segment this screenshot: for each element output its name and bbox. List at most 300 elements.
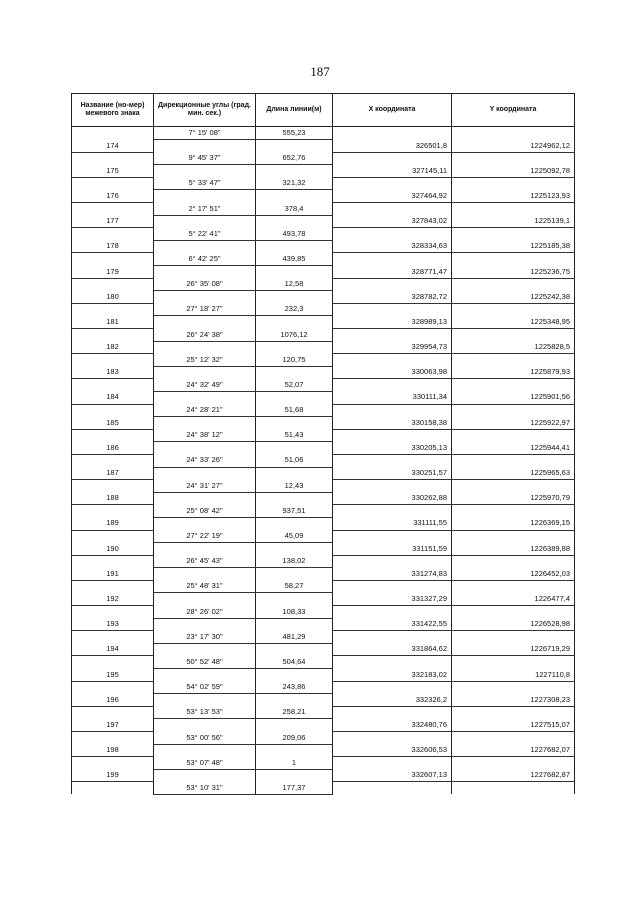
line-length: 937,51: [256, 505, 333, 518]
direction-angle: [154, 442, 256, 455]
y-coordinate: 1225185,38: [452, 240, 575, 253]
point-row: [72, 291, 575, 304]
point-row: [72, 316, 575, 329]
x-coordinate: 330205,13: [333, 442, 452, 455]
point-row: [72, 593, 575, 606]
point-number: [72, 429, 154, 442]
y-coordinate: 1225922,97: [452, 417, 575, 430]
point-number: 191: [72, 568, 154, 581]
line-length: [256, 694, 333, 707]
x-coordinate: [333, 454, 452, 467]
line-length: [256, 517, 333, 530]
x-coordinate: 331422,55: [333, 618, 452, 631]
line-length: 652,76: [256, 152, 333, 165]
point-number: [72, 127, 154, 140]
direction-angle: 25° 08' 42": [154, 505, 256, 518]
line-length: [256, 140, 333, 153]
y-coordinate: [452, 303, 575, 316]
direction-angle: [154, 694, 256, 707]
y-coordinate: 1227308,23: [452, 694, 575, 707]
point-number: [72, 580, 154, 593]
segment-row: [72, 127, 575, 140]
x-coordinate: 332183,02: [333, 669, 452, 682]
segment-row: [72, 152, 575, 165]
direction-angle: [154, 266, 256, 279]
point-number: [72, 631, 154, 644]
x-coordinate: [333, 732, 452, 745]
point-number: 184: [72, 391, 154, 404]
y-coordinate: [452, 177, 575, 190]
segment-row: [72, 706, 575, 719]
direction-angle: 53° 10' 31": [154, 782, 256, 795]
point-number: 178: [72, 240, 154, 253]
point-number: 199: [72, 769, 154, 782]
segment-row: [72, 606, 575, 619]
direction-angle: [154, 391, 256, 404]
x-coordinate: 329954,73: [333, 341, 452, 354]
line-length: 1: [256, 757, 333, 770]
x-coordinate: [333, 631, 452, 644]
point-number: 185: [72, 417, 154, 430]
direction-angle: [154, 669, 256, 682]
y-coordinate: [452, 203, 575, 216]
y-coordinate: 1227682,87: [452, 769, 575, 782]
line-length: 321,32: [256, 177, 333, 190]
y-coordinate: [452, 681, 575, 694]
segment-row: [72, 505, 575, 518]
page-number: 187: [310, 64, 330, 79]
line-length: [256, 568, 333, 581]
x-coordinate: [333, 782, 452, 795]
y-coordinate: 1225242,38: [452, 291, 575, 304]
point-row: [72, 769, 575, 782]
segment-row: [72, 329, 575, 342]
line-length: 12,58: [256, 278, 333, 291]
line-length: 120,75: [256, 354, 333, 367]
y-coordinate: 1225944,41: [452, 442, 575, 455]
direction-angle: [154, 467, 256, 480]
segment-row: [72, 681, 575, 694]
line-length: [256, 492, 333, 505]
y-coordinate: 1227515,07: [452, 719, 575, 732]
segment-row: [72, 782, 575, 795]
x-coordinate: [333, 278, 452, 291]
x-coordinate: [333, 606, 452, 619]
line-length: 58,27: [256, 580, 333, 593]
direction-angle: [154, 341, 256, 354]
point-row: [72, 266, 575, 279]
table-body: [72, 127, 575, 795]
point-number: [72, 681, 154, 694]
direction-angle: 53° 13' 53": [154, 706, 256, 719]
y-coordinate: [452, 329, 575, 342]
line-length: 51,43: [256, 429, 333, 442]
point-number: [72, 505, 154, 518]
y-coordinate: [452, 757, 575, 770]
line-length: [256, 391, 333, 404]
line-length: [256, 593, 333, 606]
point-row: [72, 190, 575, 203]
point-number: [72, 757, 154, 770]
coordinates-table: [71, 93, 575, 795]
direction-angle: [154, 593, 256, 606]
segment-row: [72, 454, 575, 467]
point-row: [72, 165, 575, 178]
line-length: 243,86: [256, 681, 333, 694]
y-coordinate: [452, 530, 575, 543]
point-row: [72, 719, 575, 732]
x-coordinate: 328782,72: [333, 291, 452, 304]
point-number: [72, 732, 154, 745]
x-coordinate: 331864,62: [333, 643, 452, 656]
line-length: 439,85: [256, 253, 333, 266]
segment-row: [72, 379, 575, 392]
point-number: 176: [72, 190, 154, 203]
x-coordinate: [333, 228, 452, 241]
point-number: 198: [72, 744, 154, 757]
direction-angle: 24° 32' 49": [154, 379, 256, 392]
point-row: [72, 366, 575, 379]
y-coordinate: [452, 454, 575, 467]
segment-row: [72, 404, 575, 417]
point-number: [72, 203, 154, 216]
line-length: [256, 669, 333, 682]
point-number: 190: [72, 543, 154, 556]
x-coordinate: 331274,83: [333, 568, 452, 581]
x-coordinate: 327464,92: [333, 190, 452, 203]
point-row: [72, 240, 575, 253]
point-row: [72, 643, 575, 656]
direction-angle: [154, 643, 256, 656]
line-length: 108,33: [256, 606, 333, 619]
direction-angle: 6° 42' 25": [154, 253, 256, 266]
direction-angle: 27° 22' 19": [154, 530, 256, 543]
direction-angle: [154, 543, 256, 556]
point-number: 174: [72, 140, 154, 153]
x-coordinate: [333, 354, 452, 367]
segment-row: [72, 253, 575, 266]
line-length: [256, 240, 333, 253]
x-coordinate: [333, 253, 452, 266]
segment-row: [72, 530, 575, 543]
line-length: 493,78: [256, 228, 333, 241]
y-coordinate: [452, 606, 575, 619]
y-coordinate: 1227110,8: [452, 669, 575, 682]
direction-angle: [154, 140, 256, 153]
point-number: [72, 152, 154, 165]
point-number: [72, 606, 154, 619]
line-length: 378,4: [256, 203, 333, 216]
point-number: [72, 480, 154, 493]
x-coordinate: 331327,29: [333, 593, 452, 606]
direction-angle: 24° 38' 12": [154, 429, 256, 442]
line-length: [256, 165, 333, 178]
point-number: 186: [72, 442, 154, 455]
line-length: [256, 467, 333, 480]
x-coordinate: 332480,76: [333, 719, 452, 732]
line-length: [256, 543, 333, 556]
direction-angle: 5° 22' 41": [154, 228, 256, 241]
point-row: [72, 669, 575, 682]
point-number: [72, 706, 154, 719]
direction-angle: 2° 17' 51": [154, 203, 256, 216]
point-number: [72, 278, 154, 291]
x-coordinate: [333, 480, 452, 493]
point-number: 180: [72, 291, 154, 304]
line-length: [256, 266, 333, 279]
point-number: [72, 379, 154, 392]
direction-angle: 24° 28' 21": [154, 404, 256, 417]
point-number: 195: [72, 669, 154, 682]
direction-angle: [154, 568, 256, 581]
x-coordinate: [333, 203, 452, 216]
y-coordinate: 1226719,29: [452, 643, 575, 656]
y-coordinate: 1225092,78: [452, 165, 575, 178]
y-coordinate: 1225970,79: [452, 492, 575, 505]
x-coordinate: 332606,53: [333, 744, 452, 757]
line-length: 258,21: [256, 706, 333, 719]
y-coordinate: [452, 480, 575, 493]
point-number: [72, 329, 154, 342]
y-coordinate: [452, 505, 575, 518]
x-coordinate: 330251,57: [333, 467, 452, 480]
x-coordinate: 331151,59: [333, 543, 452, 556]
y-coordinate: [452, 732, 575, 745]
line-length: 51,06: [256, 454, 333, 467]
x-coordinate: [333, 580, 452, 593]
direction-angle: [154, 240, 256, 253]
y-coordinate: [452, 404, 575, 417]
point-number: [72, 228, 154, 241]
line-length: 138,02: [256, 555, 333, 568]
x-coordinate: 330063,98: [333, 366, 452, 379]
point-number: 177: [72, 215, 154, 228]
x-coordinate: 332326,2: [333, 694, 452, 707]
x-coordinate: [333, 329, 452, 342]
y-coordinate: 1225123,93: [452, 190, 575, 203]
header-x: X координата: [333, 94, 452, 127]
point-number: 193: [72, 618, 154, 631]
line-length: 481,29: [256, 631, 333, 644]
line-length: [256, 341, 333, 354]
point-row: [72, 517, 575, 530]
table-header: [72, 94, 575, 127]
header-y: Y координата: [452, 94, 575, 127]
x-coordinate: 328334,63: [333, 240, 452, 253]
point-number: [72, 555, 154, 568]
x-coordinate: [333, 530, 452, 543]
point-number: 181: [72, 316, 154, 329]
line-length: 504,64: [256, 656, 333, 669]
point-row: [72, 140, 575, 153]
direction-angle: [154, 744, 256, 757]
segment-row: [72, 429, 575, 442]
point-row: [72, 341, 575, 354]
line-length: [256, 719, 333, 732]
point-number: [72, 404, 154, 417]
x-coordinate: 330158,38: [333, 417, 452, 430]
direction-angle: [154, 366, 256, 379]
point-row: [72, 391, 575, 404]
line-length: 555,23: [256, 127, 333, 140]
direction-angle: 9° 45' 37": [154, 152, 256, 165]
y-coordinate: 1227682,07: [452, 744, 575, 757]
y-coordinate: 1225828,5: [452, 341, 575, 354]
x-coordinate: 327145,11: [333, 165, 452, 178]
point-number: [72, 530, 154, 543]
line-length: [256, 215, 333, 228]
line-length: [256, 291, 333, 304]
point-number: 179: [72, 266, 154, 279]
direction-angle: [154, 769, 256, 782]
point-number: 192: [72, 593, 154, 606]
segment-row: [72, 480, 575, 493]
line-length: 51,68: [256, 404, 333, 417]
x-coordinate: [333, 656, 452, 669]
point-number: 175: [72, 165, 154, 178]
y-coordinate: 1225965,63: [452, 467, 575, 480]
y-coordinate: 1226369,15: [452, 517, 575, 530]
x-coordinate: 330262,88: [333, 492, 452, 505]
x-coordinate: [333, 152, 452, 165]
point-row: [72, 543, 575, 556]
segment-row: [72, 354, 575, 367]
point-row: [72, 492, 575, 505]
point-number: [72, 354, 154, 367]
direction-angle: 53° 07' 48": [154, 757, 256, 770]
point-number: 196: [72, 694, 154, 707]
x-coordinate: [333, 505, 452, 518]
x-coordinate: 332607,13: [333, 769, 452, 782]
point-number: 182: [72, 341, 154, 354]
direction-angle: 25° 12' 32": [154, 354, 256, 367]
point-row: [72, 467, 575, 480]
line-length: 1076,12: [256, 329, 333, 342]
point-row: [72, 694, 575, 707]
x-coordinate: 330111,34: [333, 391, 452, 404]
direction-angle: 24° 31' 27": [154, 480, 256, 493]
direction-angle: 7° 15' 08": [154, 127, 256, 140]
line-length: [256, 442, 333, 455]
segment-row: [72, 303, 575, 316]
x-coordinate: [333, 757, 452, 770]
x-coordinate: [333, 177, 452, 190]
line-length: [256, 618, 333, 631]
line-length: [256, 316, 333, 329]
point-number: 194: [72, 643, 154, 656]
point-number: [72, 253, 154, 266]
x-coordinate: [333, 555, 452, 568]
x-coordinate: [333, 429, 452, 442]
line-length: 52,07: [256, 379, 333, 392]
y-coordinate: 1226452,03: [452, 568, 575, 581]
point-number: 187: [72, 467, 154, 480]
point-row: [72, 618, 575, 631]
point-number: [72, 177, 154, 190]
y-coordinate: [452, 152, 575, 165]
direction-angle: [154, 492, 256, 505]
line-length: [256, 643, 333, 656]
line-length: 177,37: [256, 782, 333, 795]
y-coordinate: 1225348,95: [452, 316, 575, 329]
direction-angle: [154, 190, 256, 203]
y-coordinate: 1226389,88: [452, 543, 575, 556]
direction-angle: 26° 24' 38": [154, 329, 256, 342]
direction-angle: 53° 00' 56": [154, 732, 256, 745]
direction-angle: 54° 02' 59": [154, 681, 256, 694]
segment-row: [72, 203, 575, 216]
y-coordinate: [452, 782, 575, 795]
x-coordinate: 326501,8: [333, 140, 452, 153]
y-coordinate: [452, 253, 575, 266]
point-row: [72, 568, 575, 581]
point-number: [72, 782, 154, 795]
y-coordinate: [452, 429, 575, 442]
direction-angle: [154, 417, 256, 430]
y-coordinate: [452, 555, 575, 568]
line-length: 209,06: [256, 732, 333, 745]
y-coordinate: 1225879,93: [452, 366, 575, 379]
direction-angle: 24° 33' 26": [154, 454, 256, 467]
direction-angle: 26° 45' 43": [154, 555, 256, 568]
x-coordinate: 328989,13: [333, 316, 452, 329]
x-coordinate: [333, 706, 452, 719]
direction-angle: 28° 26' 02": [154, 606, 256, 619]
x-coordinate: [333, 303, 452, 316]
y-coordinate: [452, 631, 575, 644]
point-number: 197: [72, 719, 154, 732]
x-coordinate: 327843,02: [333, 215, 452, 228]
point-number: 188: [72, 492, 154, 505]
segment-row: [72, 757, 575, 770]
direction-angle: [154, 719, 256, 732]
segment-row: [72, 732, 575, 745]
y-coordinate: [452, 228, 575, 241]
segment-row: [72, 555, 575, 568]
segment-row: [72, 278, 575, 291]
y-coordinate: [452, 127, 575, 140]
point-row: [72, 744, 575, 757]
y-coordinate: [452, 706, 575, 719]
x-coordinate: [333, 379, 452, 392]
line-length: 232,3: [256, 303, 333, 316]
y-coordinate: 1225236,75: [452, 266, 575, 279]
x-coordinate: [333, 681, 452, 694]
x-coordinate: 328771,47: [333, 266, 452, 279]
y-coordinate: [452, 278, 575, 291]
y-coordinate: 1225901,56: [452, 391, 575, 404]
direction-angle: 27° 18' 27": [154, 303, 256, 316]
direction-angle: [154, 215, 256, 228]
direction-angle: [154, 165, 256, 178]
segment-row: [72, 631, 575, 644]
line-length: [256, 744, 333, 757]
direction-angle: [154, 618, 256, 631]
segment-row: [72, 580, 575, 593]
line-length: [256, 769, 333, 782]
y-coordinate: [452, 580, 575, 593]
point-row: [72, 417, 575, 430]
header-angles: Дирекционные углы (град. мин. сек.): [154, 94, 256, 127]
direction-angle: 26° 35' 08": [154, 278, 256, 291]
segment-row: [72, 228, 575, 241]
point-number: [72, 303, 154, 316]
y-coordinate: [452, 354, 575, 367]
y-coordinate: [452, 656, 575, 669]
line-length: 45,09: [256, 530, 333, 543]
y-coordinate: [452, 379, 575, 392]
point-number: 183: [72, 366, 154, 379]
